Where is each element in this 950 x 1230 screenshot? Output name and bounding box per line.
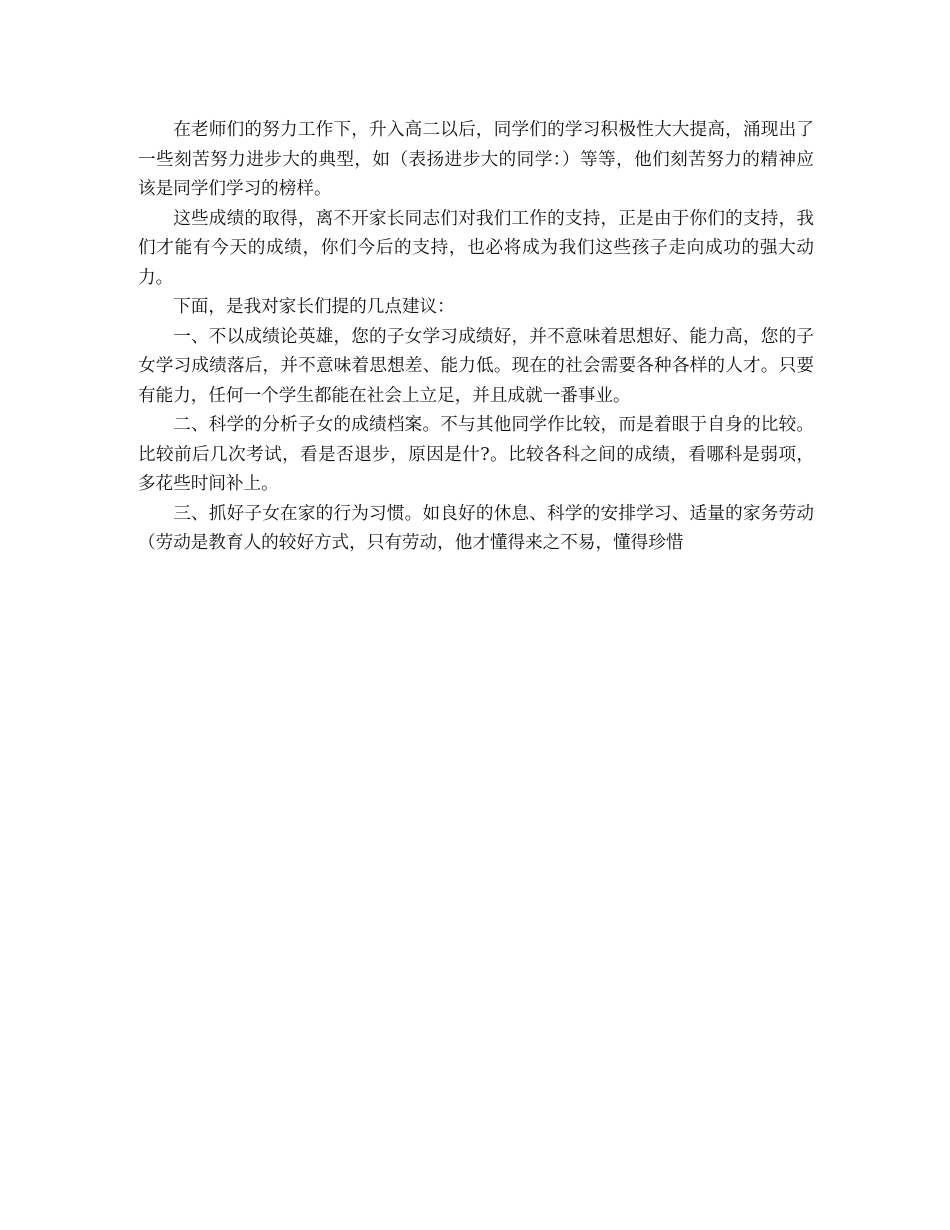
paragraph-parent-support: 这些成绩的取得，离不开家长同志们对我们工作的支持，正是由于你们的支持，我们才能有今天的成绩，你们今后的支持，也必将成为我们这些孩子走向成功的强大动力。 xyxy=(138,208,814,288)
paragraph-suggestions-intro: 下面，是我对家长们提的几点建议： xyxy=(173,297,455,317)
paragraph-teacher-effort: 在老师们的努力工作下，升入高二以后，同学们的学习积极性大大提高，涌现出了一些刻苦努力进步大的典型，如（表扬进步大的同学：）等等，他们刻苦努力的精神应该是同学们学习的榜样。 xyxy=(138,120,814,199)
paragraph-suggestion-1: 一、不以成绩论英雄，您的子女学习成绩好，并不意味着思想好、能力高，您的子女学习成绩落后，并不意味着思想差、能力低。现在的社会需要各种各样的人才。只要有能力，任何一个学生都能在社会上立足，并且成就一番事业。 xyxy=(138,326,814,406)
document-body xyxy=(138,116,814,559)
paragraph-suggestion-3: 三、抓好子女在家的行为习惯。如良好的休息、科学的安排学习、适量的家务劳动（劳动是教育人的较好方式，只有劳动，他才懂得来之不易，懂得珍惜 xyxy=(138,503,814,553)
paragraph-suggestion-2: 二、科学的分析子女的成绩档案。不与其他同学作比较，而是着眼于自身的比较。比较前后几次考试，看是否退步，原因是什?。比较各科之间的成绩，看哪科是弱项，多花些时间补上。 xyxy=(138,415,814,494)
